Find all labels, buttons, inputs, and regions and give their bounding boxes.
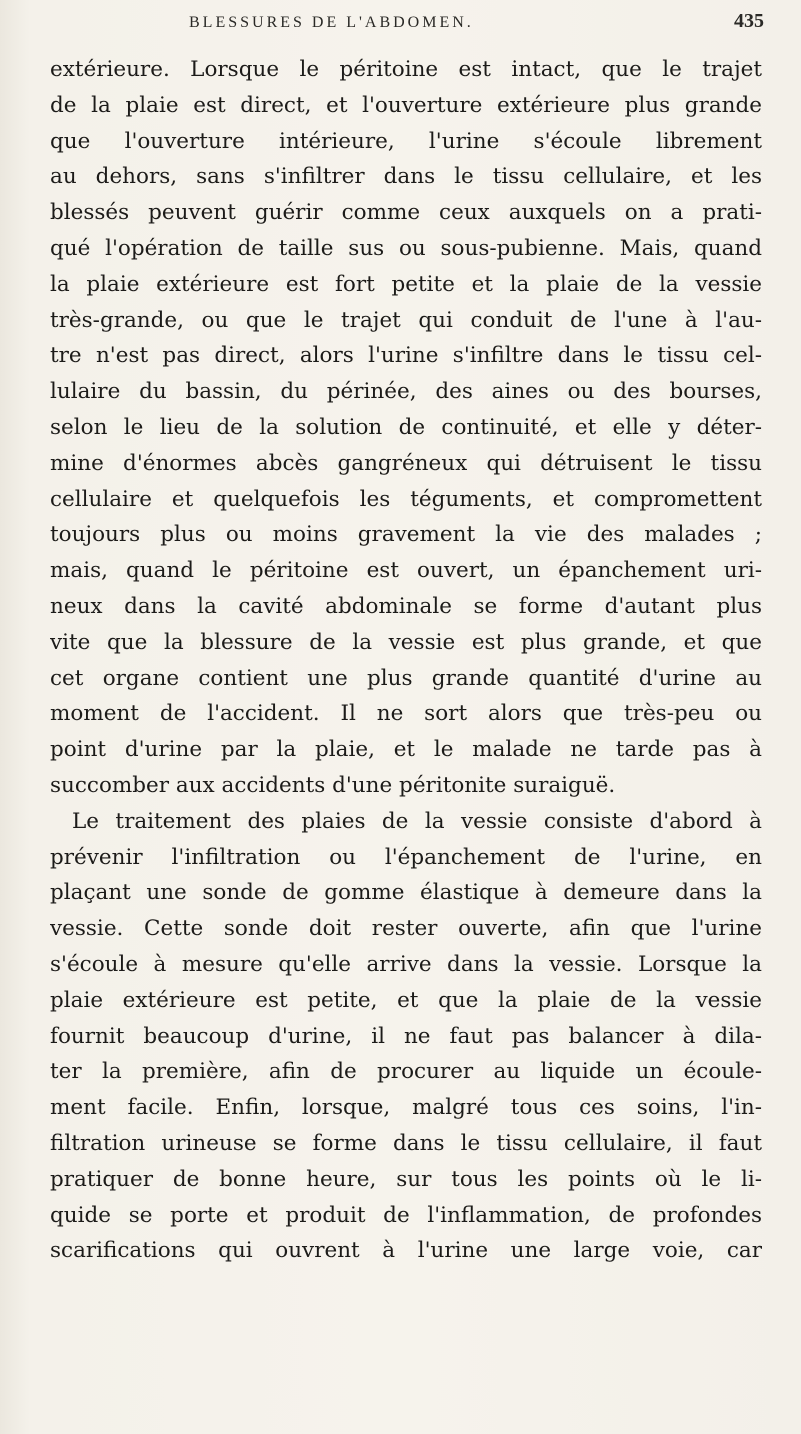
- text-line: qué l'opération de taille sus ou sous-pubienne. Mais, quand: [50, 235, 762, 261]
- paragraph-start-line: Le traitement des plaies de la vessie consiste d'abord à: [72, 808, 762, 834]
- text-line: moment de l'accident. Il ne sort alors que très-peu ou: [50, 701, 762, 727]
- text-line: filtration urineuse se forme dans le tissu cellulaire, il faut: [50, 1130, 762, 1156]
- text-line: la plaie extérieure est fort petite et la plaie de la vessie: [50, 271, 762, 297]
- text-line: ter la première, afin de procurer au liquide un écoule-: [50, 1059, 762, 1085]
- text-line: plaçant une sonde de gomme élastique à demeure dans la: [50, 880, 762, 906]
- body-text: [50, 52, 762, 1269]
- text-line: que l'ouverture intérieure, l'urine s'écoule librement: [50, 128, 762, 154]
- text-line: fournit beaucoup d'urine, il ne faut pas balancer à dila-: [50, 1023, 762, 1049]
- page-number: 435: [734, 10, 764, 32]
- text-line: scarifications qui ouvrent à l'urine une large voie, car: [50, 1238, 762, 1264]
- text-line: pratiquer de bonne heure, sur tous les points où le li-: [50, 1166, 762, 1192]
- text-line: mais, quand le péritoine est ouvert, un épanchement uri-: [50, 558, 762, 584]
- text-line: mine d'énormes abcès gangréneux qui détruisent le tissu: [50, 450, 762, 476]
- text-line: très-grande, ou que le trajet qui conduit de l'une à l'au-: [50, 307, 762, 333]
- text-line: s'écoule à mesure qu'elle arrive dans la vessie. Lorsque la: [50, 951, 762, 977]
- running-title: BLESSURES DE L'ABDOMEN.: [189, 14, 474, 31]
- page-header: [0, 6, 801, 36]
- text-line: de la plaie est direct, et l'ouverture extérieure plus grande: [50, 92, 762, 118]
- text-line: neux dans la cavité abdominale se forme d'autant plus: [50, 593, 762, 619]
- text-line: toujours plus ou moins gravement la vie des malades ;: [50, 522, 762, 548]
- text-line: cet organe contient une plus grande quantité d'urine au: [50, 665, 762, 691]
- text-line: vessie. Cette sonde doit rester ouverte, afin que l'urine: [50, 916, 762, 942]
- text-line: ment facile. Enfin, lorsque, malgré tous ces soins, l'in-: [50, 1095, 762, 1121]
- text-line: selon le lieu de la solution de continuité, et elle y déter-: [50, 414, 762, 440]
- text-line: quide se porte et produit de l'inflammation, de profondes: [50, 1202, 762, 1228]
- text-line: succomber aux accidents d'une péritonite suraiguë.: [50, 772, 616, 798]
- text-line: prévenir l'infiltration ou l'épanchement de l'urine, en: [50, 844, 762, 870]
- text-line: vite que la blessure de la vessie est plus grande, et que: [50, 629, 762, 655]
- text-line: cellulaire et quelquefois les téguments, et compromettent: [50, 486, 762, 512]
- text-line: plaie extérieure est petite, et que la plaie de la vessie: [50, 987, 762, 1013]
- text-line: point d'urine par la plaie, et le malade ne tarde pas à: [50, 737, 762, 763]
- text-line: lulaire du bassin, du périnée, des aines ou des bourses,: [50, 379, 762, 405]
- text-line: blessés peuvent guérir comme ceux auxquels on a prati-: [50, 200, 762, 226]
- text-line: tre n'est pas direct, alors l'urine s'infiltre dans le tissu cel-: [50, 343, 762, 369]
- text-line: extérieure. Lorsque le péritoine est intact, que le trajet: [50, 57, 762, 82]
- text-line: au dehors, sans s'infiltrer dans le tissu cellulaire, et les: [50, 164, 762, 190]
